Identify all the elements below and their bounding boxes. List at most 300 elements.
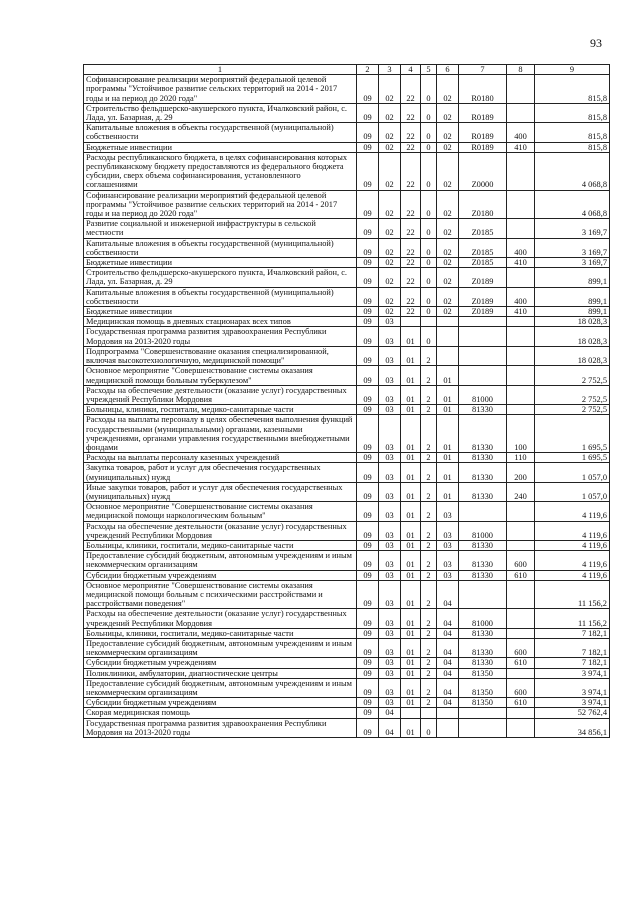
activity-code-cell: 02 (437, 152, 459, 190)
amount-cell: 1 695,5 (535, 453, 610, 463)
chapter-code-cell: 09 (357, 142, 379, 152)
name-cell: Основное мероприятие "Совершенствование системы оказания медицинской помощи больным туберкулезом" (84, 366, 357, 385)
table-row (84, 415, 610, 453)
expense-code-cell: 81330 (459, 405, 507, 415)
program-code-cell: 01 (401, 482, 421, 501)
program-code-cell: 22 (401, 287, 421, 306)
section-code-cell: 03 (379, 405, 401, 415)
amount-cell: 4 068,8 (535, 152, 610, 190)
name-cell: Бюджетные инвестиции (84, 142, 357, 152)
amount-cell: 899,1 (535, 268, 610, 287)
table-row (84, 152, 610, 190)
expense-code-cell: Z0185 (459, 219, 507, 238)
expense-code-cell: Z0189 (459, 307, 507, 317)
amount-cell: 34 856,1 (535, 718, 610, 737)
subprogram-code-cell: 0 (421, 75, 437, 104)
chapter-code-cell: 09 (357, 238, 379, 257)
expense-type-cell: 410 (507, 307, 535, 317)
amount-cell: 18 028,3 (535, 327, 610, 346)
header-row (84, 65, 610, 75)
subprogram-code-cell: 2 (421, 628, 437, 638)
expense-code-cell (459, 317, 507, 327)
name-cell: Софинансирование реализации мероприятий федеральной целевой программы "Устойчивое развитие сельских территорий на 2014 - 2017 годы и на период до 2020 года" (84, 75, 357, 104)
section-code-cell: 03 (379, 521, 401, 540)
activity-code-cell: 03 (437, 570, 459, 580)
amount-cell: 1 057,0 (535, 463, 610, 482)
program-code-cell: 01 (401, 346, 421, 365)
expense-code-cell: 81000 (459, 609, 507, 628)
table-row (84, 366, 610, 385)
activity-code-cell: 01 (437, 405, 459, 415)
section-code-cell: 02 (379, 103, 401, 122)
expense-code-cell: 81350 (459, 678, 507, 697)
activity-code-cell: 02 (437, 190, 459, 219)
name-cell: Бюджетные инвестиции (84, 258, 357, 268)
activity-code-cell: 04 (437, 609, 459, 628)
chapter-code-cell: 09 (357, 190, 379, 219)
program-code-cell: 22 (401, 103, 421, 122)
chapter-code-cell: 09 (357, 346, 379, 365)
amount-cell: 4 119,6 (535, 540, 610, 550)
name-cell: Предоставление субсидий бюджетным, автономным учреждениям и иным некоммерческим организациям (84, 551, 357, 570)
table-row (84, 405, 610, 415)
amount-cell: 815,8 (535, 75, 610, 104)
expense-type-cell: 610 (507, 698, 535, 708)
table-row (84, 346, 610, 365)
chapter-code-cell: 09 (357, 551, 379, 570)
name-cell: Расходы на выплаты персоналу в целях обеспечения выполнения функций государственными (муниципальными) органами, казенными учреждениями, органами управления государственными внебюджетными фондами (84, 415, 357, 453)
expense-type-cell (507, 75, 535, 104)
activity-code-cell: 03 (437, 540, 459, 550)
section-code-cell: 02 (379, 287, 401, 306)
expense-code-cell: 81330 (459, 415, 507, 453)
subprogram-code-cell: 2 (421, 463, 437, 482)
chapter-code-cell: 09 (357, 540, 379, 550)
table-row (84, 453, 610, 463)
name-cell: Больницы, клиники, госпитали, медико-санитарные части (84, 628, 357, 638)
chapter-code-cell: 09 (357, 521, 379, 540)
name-cell: Расходы на выплаты персоналу казенных учреждений (84, 453, 357, 463)
expense-type-cell (507, 540, 535, 550)
table-row (84, 708, 610, 718)
activity-code-cell: 01 (437, 453, 459, 463)
program-code-cell: 22 (401, 268, 421, 287)
expense-code-cell: 81330 (459, 658, 507, 668)
amount-cell: 52 762,4 (535, 708, 610, 718)
expense-code-cell: 81330 (459, 482, 507, 501)
section-code-cell: 02 (379, 307, 401, 317)
amount-cell: 815,8 (535, 103, 610, 122)
chapter-code-cell: 09 (357, 502, 379, 521)
amount-cell: 4 119,6 (535, 570, 610, 580)
table-row (84, 307, 610, 317)
name-cell: Капитальные вложения в объекты государственной (муниципальной) собственности (84, 238, 357, 257)
table-row (84, 658, 610, 668)
subprogram-code-cell: 2 (421, 658, 437, 668)
activity-code-cell: 01 (437, 385, 459, 404)
expense-type-cell: 600 (507, 638, 535, 657)
chapter-code-cell: 09 (357, 385, 379, 404)
amount-cell: 899,1 (535, 287, 610, 306)
chapter-code-cell: 09 (357, 366, 379, 385)
subprogram-code-cell: 0 (421, 190, 437, 219)
expense-type-cell (507, 502, 535, 521)
expense-type-cell (507, 718, 535, 737)
table-row (84, 287, 610, 306)
expense-type-cell (507, 609, 535, 628)
section-code-cell: 03 (379, 658, 401, 668)
program-code-cell: 22 (401, 123, 421, 142)
activity-code-cell: 02 (437, 103, 459, 122)
activity-code-cell: 01 (437, 415, 459, 453)
table-row (84, 609, 610, 628)
section-code-cell: 03 (379, 551, 401, 570)
activity-code-cell: 02 (437, 238, 459, 257)
subprogram-code-cell: 2 (421, 453, 437, 463)
expense-type-cell: 400 (507, 238, 535, 257)
program-code-cell: 01 (401, 698, 421, 708)
program-code-cell: 01 (401, 366, 421, 385)
table-row (84, 668, 610, 678)
section-code-cell: 03 (379, 540, 401, 550)
table-row (84, 219, 610, 238)
section-code-cell: 03 (379, 678, 401, 697)
subprogram-code-cell: 2 (421, 346, 437, 365)
activity-code-cell: 03 (437, 521, 459, 540)
subprogram-code-cell: 2 (421, 366, 437, 385)
chapter-code-cell: 09 (357, 718, 379, 737)
program-code-cell: 01 (401, 453, 421, 463)
program-code-cell: 01 (401, 405, 421, 415)
name-cell: Расходы на обеспечение деятельности (оказание услуг) государственных учреждений Республики Мордовия (84, 609, 357, 628)
subprogram-code-cell: 2 (421, 570, 437, 580)
program-code-cell: 22 (401, 190, 421, 219)
amount-cell: 899,1 (535, 307, 610, 317)
activity-code-cell: 04 (437, 668, 459, 678)
amount-cell: 4 119,6 (535, 521, 610, 540)
table-row (84, 482, 610, 501)
expense-type-cell (507, 346, 535, 365)
expense-type-cell (507, 103, 535, 122)
expense-type-cell: 610 (507, 658, 535, 668)
column-header-2: 2 (357, 65, 379, 75)
program-code-cell: 01 (401, 580, 421, 609)
table-row (84, 698, 610, 708)
table-row (84, 327, 610, 346)
amount-cell: 2 752,5 (535, 366, 610, 385)
activity-code-cell: 04 (437, 658, 459, 668)
amount-cell: 2 752,5 (535, 405, 610, 415)
table-row (84, 718, 610, 737)
section-code-cell: 03 (379, 463, 401, 482)
name-cell: Больницы, клиники, госпитали, медико-санитарные части (84, 405, 357, 415)
page-number: 93 (590, 36, 602, 50)
expense-code-cell: 81330 (459, 463, 507, 482)
activity-code-cell: 02 (437, 307, 459, 317)
amount-cell: 4 068,8 (535, 190, 610, 219)
table-row (84, 551, 610, 570)
name-cell: Субсидии бюджетным учреждениям (84, 570, 357, 580)
expense-code-cell: 81000 (459, 385, 507, 404)
activity-code-cell: 01 (437, 366, 459, 385)
expense-code-cell (459, 502, 507, 521)
name-cell: Расходы на обеспечение деятельности (оказание услуг) государственных учреждений Республики Мордовия (84, 385, 357, 404)
name-cell: Закупка товаров, работ и услуг для обеспечения государственных (муниципальных) нужд (84, 463, 357, 482)
name-cell: Государственная программа развития здравоохранения Республики Мордовия на 2013-2020 годы (84, 327, 357, 346)
chapter-code-cell: 09 (357, 327, 379, 346)
subprogram-code-cell: 0 (421, 287, 437, 306)
activity-code-cell: 02 (437, 287, 459, 306)
subprogram-code-cell: 2 (421, 385, 437, 404)
program-code-cell: 01 (401, 638, 421, 657)
expense-code-cell: 81330 (459, 570, 507, 580)
subprogram-code-cell: 0 (421, 219, 437, 238)
chapter-code-cell: 09 (357, 482, 379, 501)
subprogram-code-cell (421, 708, 437, 718)
chapter-code-cell: 09 (357, 219, 379, 238)
expense-type-cell (507, 152, 535, 190)
column-header-1: 1 (84, 65, 357, 75)
program-code-cell: 22 (401, 142, 421, 152)
column-header-8: 8 (507, 65, 535, 75)
table-row (84, 521, 610, 540)
name-cell: Капитальные вложения в объекты государственной (муниципальной) собственности (84, 123, 357, 142)
activity-code-cell (437, 718, 459, 737)
table-row (84, 570, 610, 580)
expense-code-cell: Z0000 (459, 152, 507, 190)
table-row (84, 502, 610, 521)
section-code-cell: 02 (379, 238, 401, 257)
activity-code-cell: 01 (437, 482, 459, 501)
expense-code-cell: Z0180 (459, 190, 507, 219)
chapter-code-cell: 09 (357, 152, 379, 190)
expense-code-cell (459, 366, 507, 385)
activity-code-cell: 01 (437, 463, 459, 482)
subprogram-code-cell: 0 (421, 258, 437, 268)
amount-cell: 4 119,6 (535, 502, 610, 521)
name-cell: Скорая медицинская помощь (84, 708, 357, 718)
table-row (84, 268, 610, 287)
section-code-cell: 03 (379, 453, 401, 463)
program-code-cell: 22 (401, 258, 421, 268)
name-cell: Предоставление субсидий бюджетным, автономным учреждениям и иным некоммерческим организациям (84, 678, 357, 697)
table-row (84, 463, 610, 482)
expense-code-cell: Z0185 (459, 238, 507, 257)
expense-code-cell: 81330 (459, 453, 507, 463)
chapter-code-cell: 09 (357, 678, 379, 697)
activity-code-cell: 04 (437, 628, 459, 638)
section-code-cell: 03 (379, 385, 401, 404)
table-row (84, 190, 610, 219)
expense-code-cell (459, 708, 507, 718)
program-code-cell: 01 (401, 385, 421, 404)
subprogram-code-cell: 0 (421, 123, 437, 142)
chapter-code-cell: 09 (357, 698, 379, 708)
expense-type-cell (507, 317, 535, 327)
chapter-code-cell: 09 (357, 668, 379, 678)
section-code-cell: 02 (379, 268, 401, 287)
program-code-cell: 22 (401, 152, 421, 190)
name-cell: Развитие социальной и инженерной инфраструктуры в сельской местности (84, 219, 357, 238)
chapter-code-cell: 09 (357, 463, 379, 482)
chapter-code-cell: 09 (357, 307, 379, 317)
name-cell: Основное мероприятие "Совершенствование системы оказания медицинской помощи наркологическим больным" (84, 502, 357, 521)
subprogram-code-cell: 2 (421, 405, 437, 415)
expense-type-cell (507, 628, 535, 638)
expense-type-cell (507, 327, 535, 346)
activity-code-cell: 02 (437, 219, 459, 238)
name-cell: Расходы на обеспечение деятельности (оказание услуг) государственных учреждений Республики Мордовия (84, 521, 357, 540)
amount-cell: 1 695,5 (535, 415, 610, 453)
amount-cell: 18 028,3 (535, 346, 610, 365)
program-code-cell: 01 (401, 718, 421, 737)
expense-code-cell: 81330 (459, 638, 507, 657)
expense-type-cell: 400 (507, 287, 535, 306)
subprogram-code-cell: 2 (421, 609, 437, 628)
activity-code-cell: 03 (437, 551, 459, 570)
name-cell: Софинансирование реализации мероприятий федеральной целевой программы "Устойчивое развитие сельских территорий на 2014 - 2017 годы и на период до 2020 года" (84, 190, 357, 219)
section-code-cell: 03 (379, 668, 401, 678)
expense-code-cell: 81350 (459, 668, 507, 678)
expense-code-cell: 81000 (459, 521, 507, 540)
activity-code-cell: 04 (437, 638, 459, 657)
section-code-cell: 03 (379, 628, 401, 638)
amount-cell: 2 752,5 (535, 385, 610, 404)
expense-type-cell (507, 190, 535, 219)
column-header-6: 6 (437, 65, 459, 75)
column-header-7: 7 (459, 65, 507, 75)
chapter-code-cell: 09 (357, 570, 379, 580)
amount-cell: 815,8 (535, 123, 610, 142)
chapter-code-cell: 09 (357, 453, 379, 463)
chapter-code-cell: 09 (357, 287, 379, 306)
chapter-code-cell: 09 (357, 268, 379, 287)
expense-type-cell: 610 (507, 570, 535, 580)
activity-code-cell: 02 (437, 258, 459, 268)
section-code-cell: 03 (379, 580, 401, 609)
name-cell: Иные закупки товаров, работ и услуг для обеспечения государственных (муниципальных) нужд (84, 482, 357, 501)
column-header-3: 3 (379, 65, 401, 75)
program-code-cell: 01 (401, 628, 421, 638)
name-cell: Основное мероприятие "Совершенствование системы оказания медицинской помощи больным с психическими расстройствами и расстройствами поведения" (84, 580, 357, 609)
amount-cell: 3 974,1 (535, 678, 610, 697)
name-cell: Бюджетные инвестиции (84, 307, 357, 317)
section-code-cell: 02 (379, 142, 401, 152)
program-code-cell: 01 (401, 668, 421, 678)
subprogram-code-cell: 0 (421, 307, 437, 317)
chapter-code-cell: 09 (357, 103, 379, 122)
expense-code-cell (459, 580, 507, 609)
name-cell: Строительство фельдшерско-акушерского пункта, Ичалковский район, с. Лада, ул. Базарная, д. 29 (84, 103, 357, 122)
subprogram-code-cell: 0 (421, 103, 437, 122)
program-code-cell: 01 (401, 463, 421, 482)
section-code-cell: 03 (379, 327, 401, 346)
amount-cell: 3 169,7 (535, 238, 610, 257)
expense-type-cell (507, 580, 535, 609)
section-code-cell: 04 (379, 708, 401, 718)
activity-code-cell: 04 (437, 678, 459, 697)
section-code-cell: 02 (379, 123, 401, 142)
expense-type-cell (507, 385, 535, 404)
chapter-code-cell: 09 (357, 609, 379, 628)
amount-cell: 3 974,1 (535, 668, 610, 678)
subprogram-code-cell: 0 (421, 142, 437, 152)
amount-cell: 3 169,7 (535, 258, 610, 268)
expense-type-cell (507, 219, 535, 238)
subprogram-code-cell: 0 (421, 152, 437, 190)
expense-code-cell (459, 718, 507, 737)
name-cell: Расходы республиканского бюджета, в целях софинансирования которых республиканскому бюджету предоставляются из федерального бюджета субсидии, сверх объема софинансирования, установленного соглашениями (84, 152, 357, 190)
expense-type-cell: 410 (507, 258, 535, 268)
expense-code-cell: Z0189 (459, 287, 507, 306)
table-row (84, 628, 610, 638)
table-row (84, 678, 610, 697)
table-row (84, 103, 610, 122)
name-cell: Строительство фельдшерско-акушерского пункта, Ичалковский район, с. Лада, ул. Базарная, д. 29 (84, 268, 357, 287)
chapter-code-cell: 09 (357, 317, 379, 327)
subprogram-code-cell: 2 (421, 678, 437, 697)
name-cell: Субсидии бюджетным учреждениям (84, 658, 357, 668)
program-code-cell: 01 (401, 551, 421, 570)
amount-cell: 4 119,6 (535, 551, 610, 570)
activity-code-cell (437, 346, 459, 365)
subprogram-code-cell: 0 (421, 238, 437, 257)
table-row (84, 317, 610, 327)
amount-cell: 7 182,1 (535, 628, 610, 638)
expense-code-cell: Z0185 (459, 258, 507, 268)
table-row (84, 638, 610, 657)
name-cell: Больницы, клиники, госпитали, медико-санитарные части (84, 540, 357, 550)
section-code-cell: 04 (379, 718, 401, 737)
name-cell: Медицинская помощь в дневных стационарах всех типов (84, 317, 357, 327)
name-cell: Поликлиники, амбулатории, диагностические центры (84, 668, 357, 678)
expense-code-cell: 81350 (459, 698, 507, 708)
program-code-cell (401, 317, 421, 327)
expense-type-cell: 100 (507, 415, 535, 453)
table-header (84, 65, 610, 75)
expense-code-cell: R0189 (459, 123, 507, 142)
expense-type-cell (507, 521, 535, 540)
chapter-code-cell: 09 (357, 415, 379, 453)
expense-code-cell (459, 346, 507, 365)
section-code-cell: 03 (379, 482, 401, 501)
section-code-cell: 02 (379, 258, 401, 268)
column-header-5: 5 (421, 65, 437, 75)
section-code-cell: 03 (379, 317, 401, 327)
subprogram-code-cell (421, 317, 437, 327)
chapter-code-cell: 09 (357, 258, 379, 268)
amount-cell: 7 182,1 (535, 658, 610, 668)
amount-cell: 815,8 (535, 142, 610, 152)
expense-type-cell (507, 405, 535, 415)
program-code-cell: 22 (401, 238, 421, 257)
budget-table (83, 64, 610, 738)
subprogram-code-cell: 2 (421, 698, 437, 708)
section-code-cell: 03 (379, 570, 401, 580)
subprogram-code-cell: 2 (421, 502, 437, 521)
expense-type-cell: 200 (507, 463, 535, 482)
section-code-cell: 02 (379, 152, 401, 190)
expense-type-cell: 410 (507, 142, 535, 152)
table-body (84, 75, 610, 738)
section-code-cell: 03 (379, 346, 401, 365)
amount-cell: 11 156,2 (535, 580, 610, 609)
table-row (84, 75, 610, 104)
program-code-cell: 01 (401, 521, 421, 540)
program-code-cell (401, 708, 421, 718)
amount-cell: 3 974,1 (535, 698, 610, 708)
chapter-code-cell: 09 (357, 123, 379, 142)
